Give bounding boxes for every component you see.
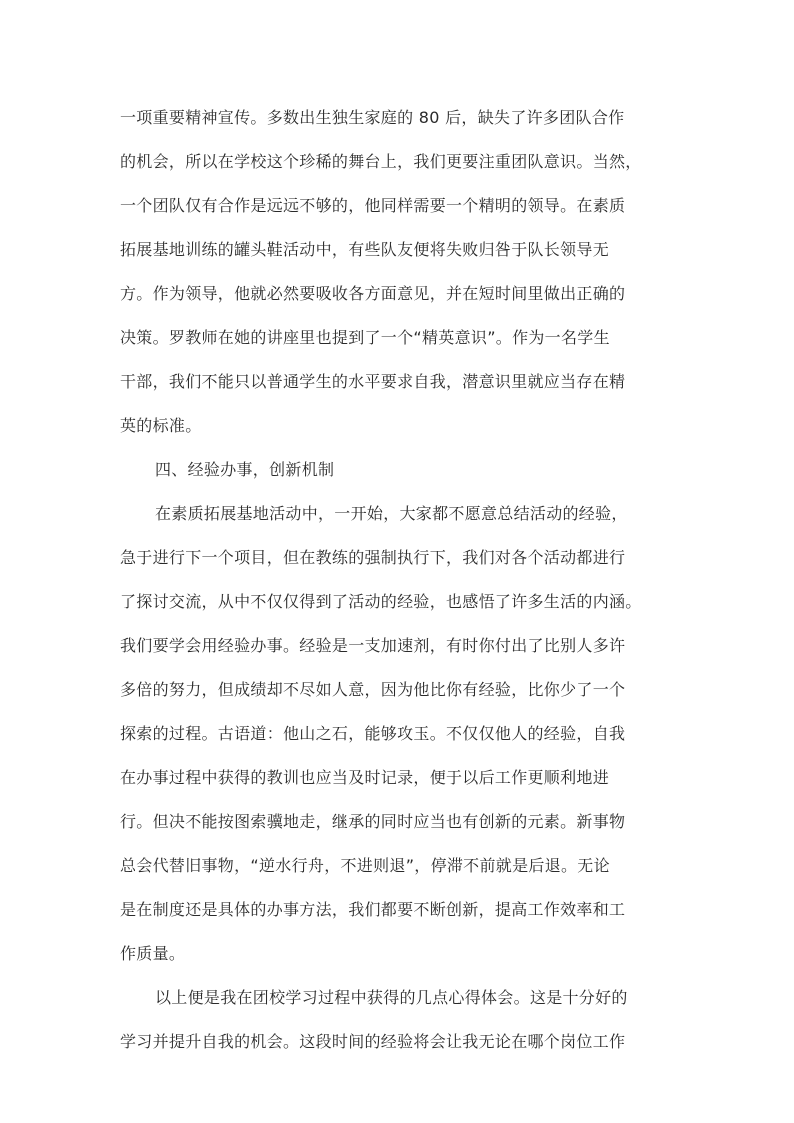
text-line: 急于进行下一个项目，但在教练的强制执行下，我们对各个活动都进行	[120, 548, 626, 567]
text-line: 以上便是我在团校学习过程中获得的几点心得体会。这是十分好的	[155, 988, 628, 1007]
text-line: 在素质拓展基地活动中，一开始，大家都不愿意总结活动的经验，	[155, 504, 628, 523]
text-line: 是在制度还是具体的办事方法，我们都要不断创新，提高工作效率和工	[120, 900, 626, 919]
text-line: 拓展基地训练的罐头鞋活动中，有些队友便将失败归咎于队长领导无	[120, 240, 610, 259]
text-line: 探索的过程。古语道：他山之石，能够攻玉。不仅仅他人的经验，自我	[120, 724, 626, 743]
text-line: 在办事过程中获得的教训也应当及时记录，便于以后工作更顺利地进	[120, 768, 610, 787]
text-line: 我们要学会用经验办事。经验是一支加速剂，有时你付出了比别人多许	[120, 636, 626, 655]
text-line: 方。作为领导，他就必然要吸收各方面意见，并在短时间里做出正确的	[120, 284, 626, 303]
text-line: 总会代替旧事物，“逆水行舟，不进则退”，停滞不前就是后退。无论	[120, 856, 610, 875]
text-line: 行。但决不能按图索骥地走，继承的同时应当也有创新的元素。新事物	[120, 812, 626, 831]
text-line: 学习并提升自我的机会。这段时间的经验将会让我无论在哪个岗位工作	[120, 1032, 626, 1051]
text-line: 一个团队仅有合作是远远不够的，他同样需要一个精明的领导。在素质	[120, 196, 626, 215]
text-line: 干部，我们不能只以普通学生的水平要求自我，潜意识里就应当存在精	[120, 372, 626, 391]
text-line: 一项重要精神宣传。多数出生独生家庭的 80 后，缺失了许多团队合作	[120, 108, 625, 127]
section-heading: 四、经验办事，创新机制	[155, 460, 335, 479]
text-line: 的机会，所以在学校这个珍稀的舞台上，我们更要注重团队意识。当然，	[120, 152, 642, 171]
text-line: 了探讨交流，从中不仅仅得到了活动的经验，也感悟了许多生活的内涵。	[120, 592, 642, 611]
text-line: 作质量。	[120, 944, 186, 963]
text-line: 多倍的努力，但成绩却不尽如人意，因为他比你有经验，比你少了一个	[120, 680, 626, 699]
text-line: 决策。罗教师在她的讲座里也提到了一个“精英意识”。作为一名学生	[120, 328, 610, 347]
text-line: 英的标准。	[120, 416, 202, 435]
